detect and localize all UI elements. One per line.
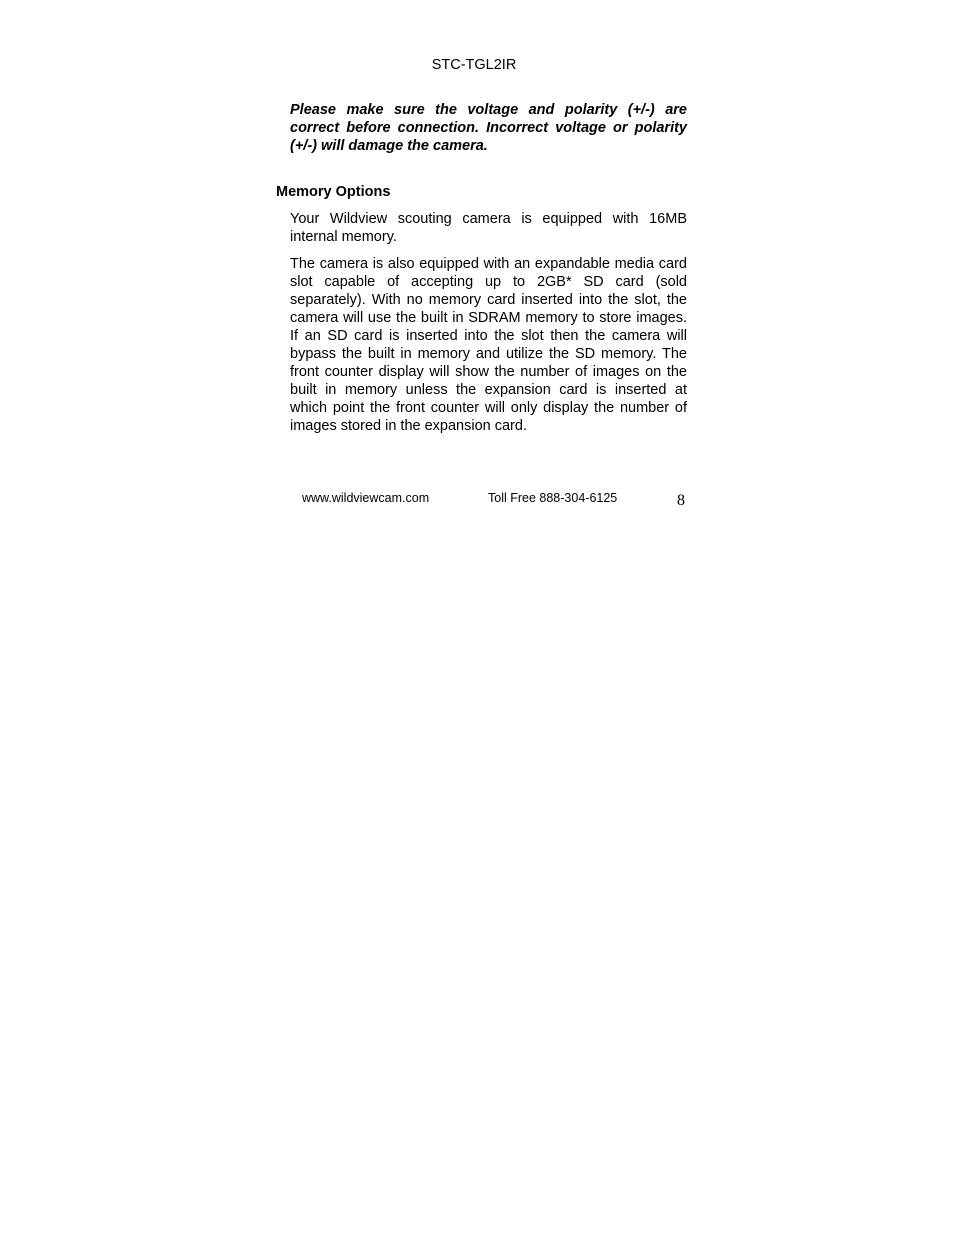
page-header-model: STC-TGL2IR <box>431 57 517 73</box>
memory-paragraph-sd-card: The camera is also equipped with an expandable media card slot capable of accepting up to 2GB* SD card (sold separately). With no memory card inserted into the slot, the camera will use the built in SDRAM memory to store images. If an SD card is inserted into the slot then the camera will bypass the built in memory and utilize the SD memory. The front counter display will show the number of images on the built in memory unless the expansion card is inserted at which point the front counter will only display the number of images stored in the expansion card. <box>290 256 687 434</box>
memory-paragraph-internal: Your Wildview scouting camera is equipped with 16MB internal memory. <box>290 211 687 245</box>
footer-toll-free-phone: Toll Free 888-304-6125 <box>488 491 618 505</box>
footer-website-link[interactable]: www.wildviewcam.com <box>302 491 430 505</box>
page-number: 8 <box>677 492 685 509</box>
voltage-polarity-warning: Please make sure the voltage and polarity (+/-) are correct before connection. Incorrect voltage or polarity (+/-) will damage the camera. <box>290 102 687 154</box>
section-heading-memory-options: Memory Options <box>276 184 391 200</box>
